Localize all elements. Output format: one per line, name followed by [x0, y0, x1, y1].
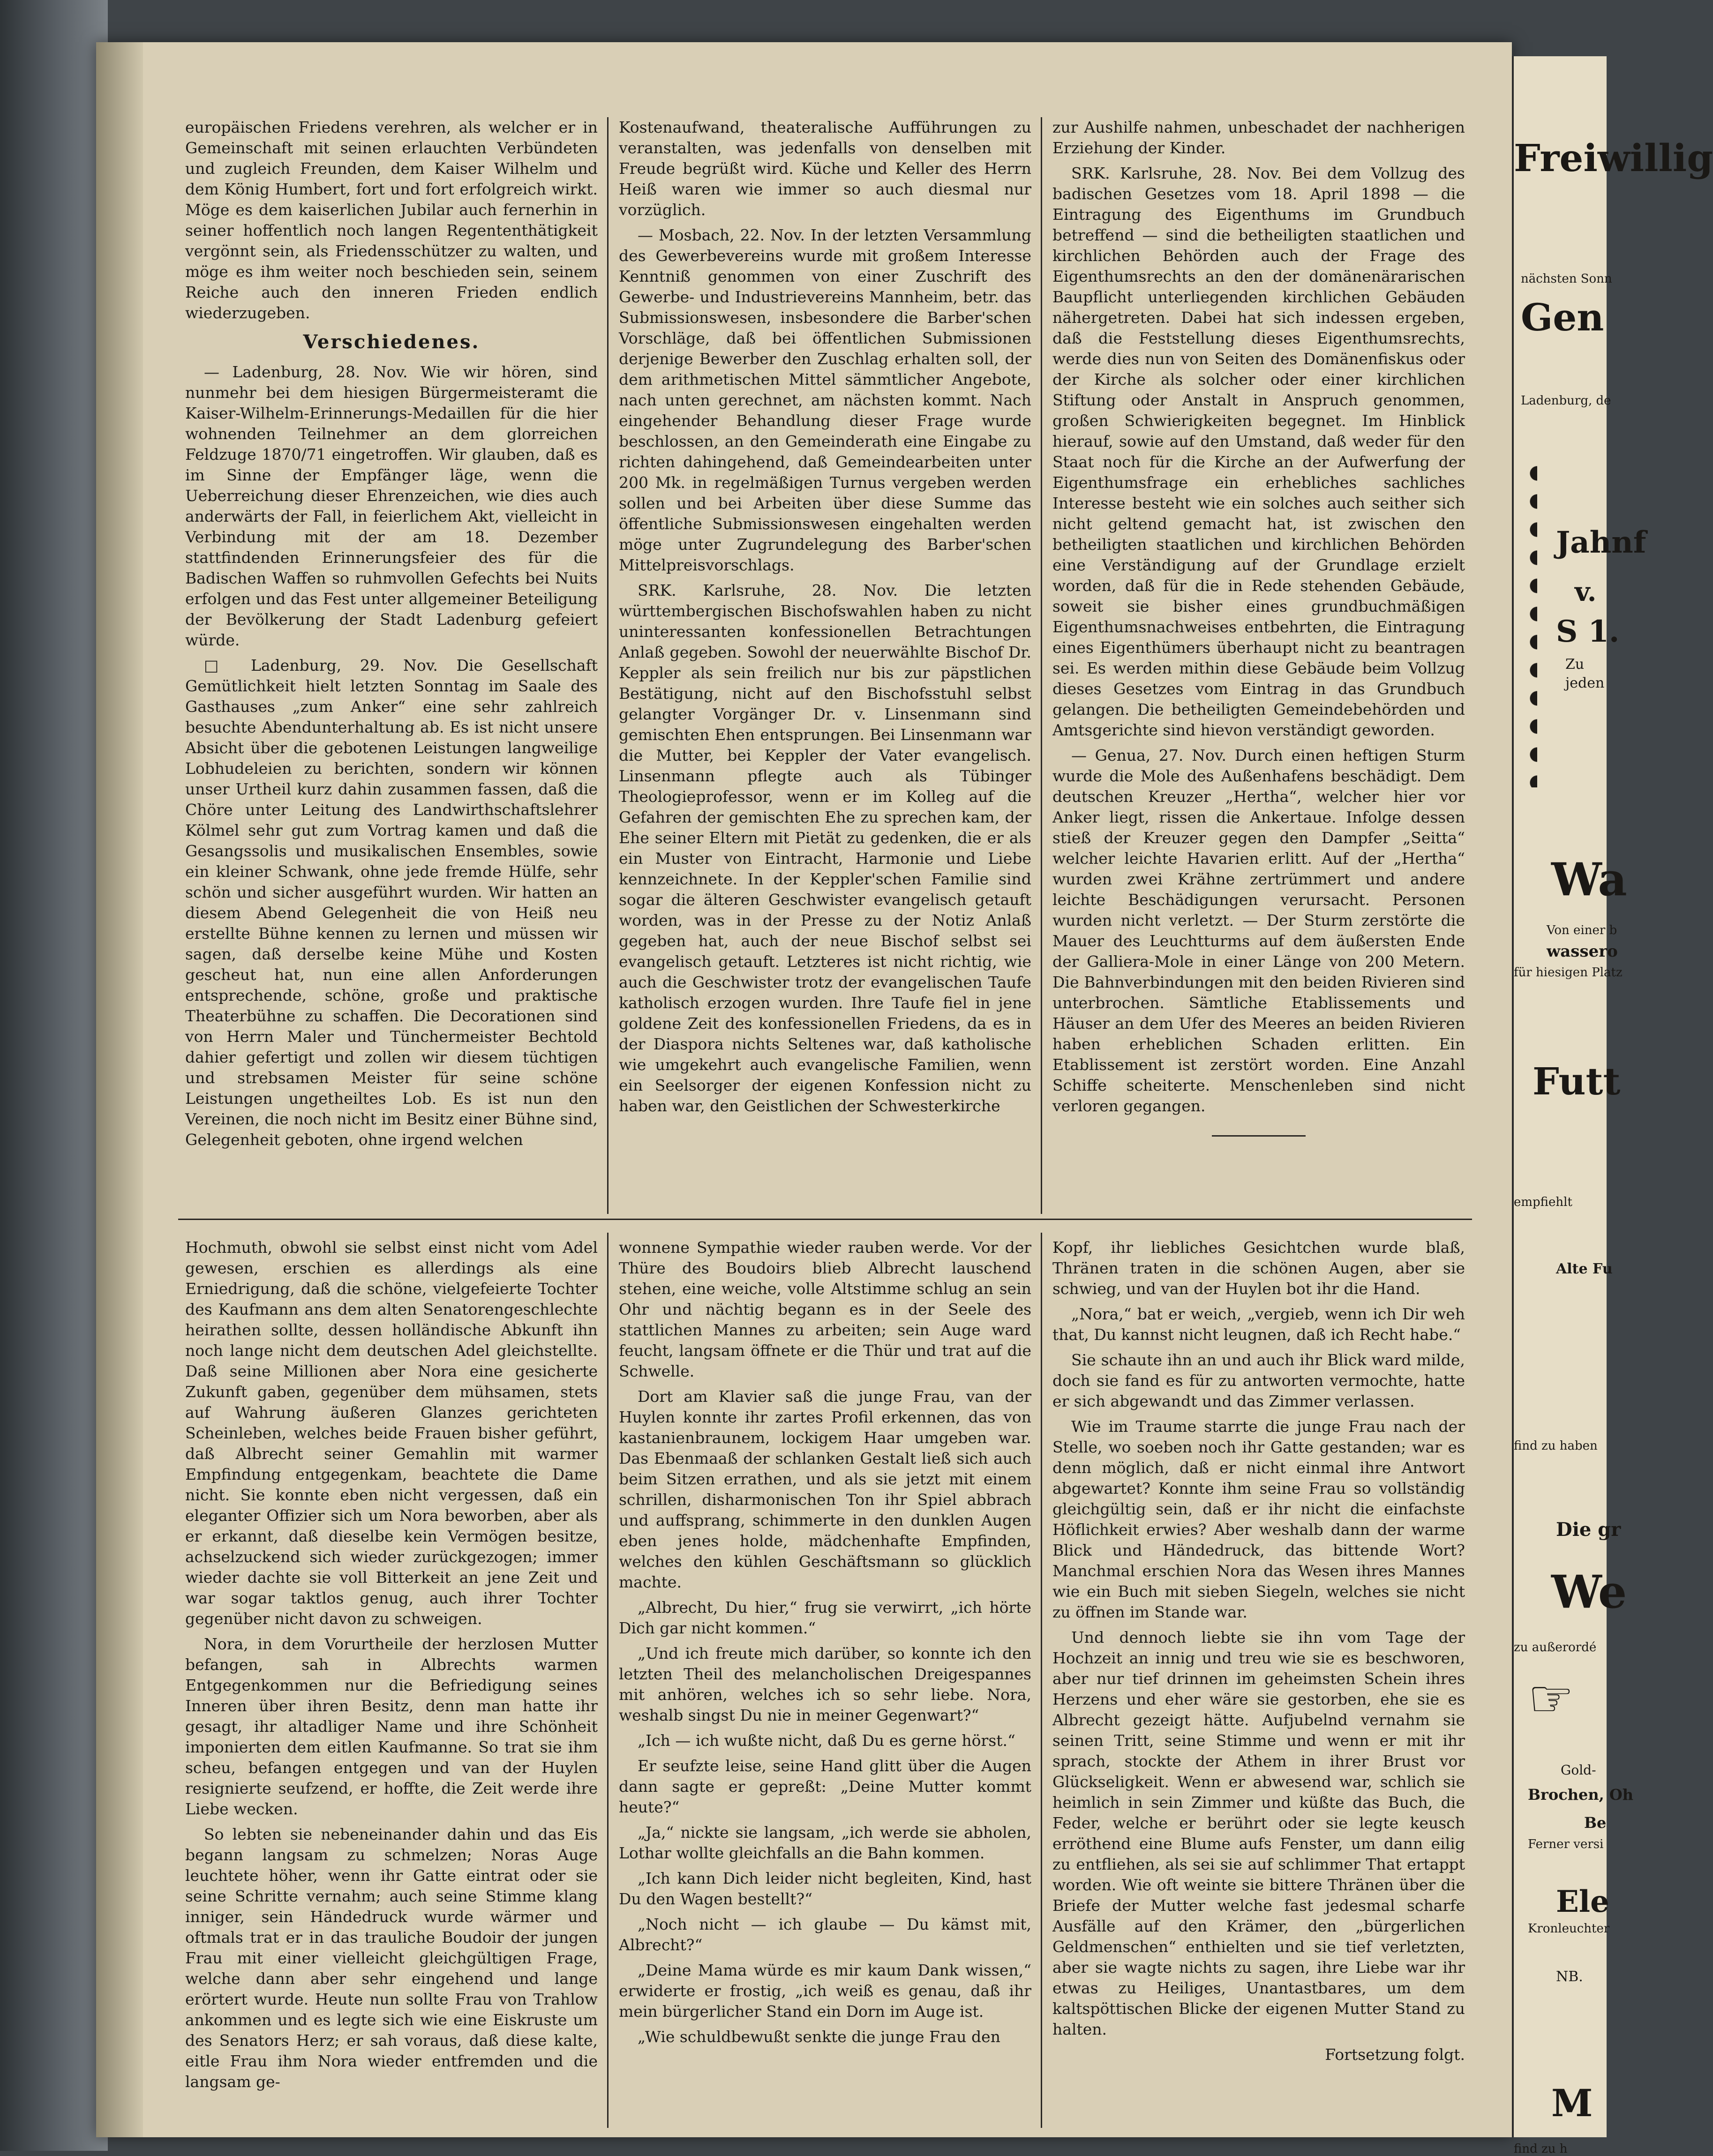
- advert-fragment: jeden: [1565, 675, 1605, 691]
- story-paragraph: wonnene Sympathie wieder rauben werde. Vor der Thüre des Boudoirs blieb Albrecht lauschend stehen, eine weiche, volle Altstimme schlug an sein Ohr und nächtig begann es in der Seele des stattlichen Mannes zu arbeiten; sein Auge ward feucht, langsam öffnete er die Thür und trat auf die Schwelle.: [619, 1238, 1031, 1380]
- advert-fragment: Futt: [1533, 1059, 1621, 1103]
- section-heading: Verschiedenes.: [303, 331, 480, 353]
- story-paragraph: „Nora,“ bat er weich, „vergieb, wenn ich Dir weh that, Du kannst nicht leugnen, daß ich Recht habe.“: [1052, 1305, 1465, 1344]
- column-divider: [1041, 117, 1042, 1214]
- column-divider: [607, 1233, 609, 2128]
- advert-fragment: Die gr: [1556, 1519, 1621, 1541]
- story-paragraph: Sie schaute ihn an und auch ihr Blick ward milde, doch sie fand es für zu antworten vermochte, hatte er sich abgewandt und das Zimmer verlassen.: [1052, 1351, 1465, 1410]
- column-3-lower: [1052, 1237, 1465, 2128]
- advert-fragment: Gold-: [1561, 1762, 1596, 1778]
- advert-fragment: v.: [1575, 576, 1597, 607]
- advert-fragment: Ferner versi: [1528, 1837, 1604, 1851]
- story-paragraph: „Ja,“ nickte sie langsam, „ich werde sie abholen, Lothar wollte gleichfalls an die Bahn kommen.: [619, 1823, 1031, 1862]
- story-paragraph: So lebten sie nebeneinander dahin und das Eis begann langsam zu schmelzen; Noras Auge leuchtete höher, wenn ihr Gatte eintrat oder sie seine Schritte vernahm; auch seine Stimme klang inniger, sein Händedruck wurde wärmer und oftmals trat er in das trauliche Boudoir der jungen Frau mit einer vielleicht gleichgültigen Frage, welche dann aber sehr eingehend und lange erörtert wurde. Heute nun sollte Frau von Trahlow ankommen und es legte sich wie eine Eiskruste um des Senators Herz; er sah voraus, daß diese kalte, eitle Frau ihm Nora wieder entfremden und die langsam ge-: [185, 1825, 598, 2091]
- story-paragraph: Und dennoch liebte sie ihn vom Tage der Hochzeit an innig und treu wie sie es beschworen, aber nur tief drinnen im geheimsten Schein ihres Herzens und eher wäre sie gestorben, ehe sie es Albrecht gezeigt hätte. Aufjubelnd vernahm sie seinen Tritt, seine Stimme und wenn er mit ihr sprach, stockte der Athem in ihrer Brust vor Glückseligkeit. Wenn er abwesend war, schlich sie heimlich in sein Zimmer und küßte das Buch, die Feder, welche er berührt oder sie legte keusch erröthend eine Blume aufs Fenster, um dann eilig zu entfliehen, als sei sie auf schlimmer That ertappt worden. Wie oft weinte sie bittere Thränen über die Briefe der Mutter welche fast jedesmal scharfe Ausfälle auf den Krämer, den „bürgerlichen Geldmenschen“ enthielten und sie tief verletzten, aber sie wagte nichts zu sagen, ihre Liebe war ihr etwas zu Heiliges, Unantastbares, um dem kaltspöttischen Blicke der eigenen Mutter Stand zu halten.: [1052, 1628, 1465, 2038]
- advert-fragment: Ladenburg, de: [1521, 394, 1611, 408]
- story-paragraph: „Deine Mama würde es mir kaum Dank wissen,“ erwiderte er frostig, „ich weiß es genau, daß ihr mein bürgerlicher Stand ein Dorn im Auge ist.: [619, 1961, 1031, 2021]
- story-paragraph: Er seufzte leise, seine Hand glitt über die Augen dann sagte er gepreßt: „Deine Mutter kommt heute?“: [619, 1757, 1031, 1816]
- article-karlsruhe-2: SRK. Karlsruhe, 28. Nov. Bei dem Vollzug des badischen Gesetzes vom 18. April 1898 — die Eintragung des Eigenthums im Grundbuch betreffend — sind die betheiligten staatlichen und kirchlichen Behörden auch der Frage des Eigenthumsrechts an den der domänenärarischen Baupflicht unterliegenden kirchlichen Gebäuden nähergetreten. Dabei hat sich indessen ergeben, daß die Feststellung dieses Eigenthumsrechts, werde dies nun von Seiten des Domänenfiskus oder der Kirche als solcher oder einer kirchlichen Stiftung oder Anstalt in Anspruch genommen, großen Schwierigkeiten begegnet. Im Hinblick hierauf, sowie auf den Umstand, daß weder für den Staat noch für die Kirche an der Aufwerfung der Eigenthumsfrage ein erhebliches sachliches Interesse besteht wie ein solches auch seither sich nicht geltend gemacht hat, ist zwischen den betheiligten staatlichen und kirchlichen Behörden eine Verständigung auf der Grundlage erzielt worden, daß für die in Rede stehenden Gebäude, soweit sie bisher eines grundbuchmäßigen Eigenthumsnachweises entbehrten, die Eintragung eines Eigenthümers überhaupt nicht zu beantragen sei. Es werden mithin diese Gebäude beim Vollzug dieses Gesetzes vom Eintrag in das Grundbuch gelangen. Die betheiligten Gemeindebehörden und Amtsgerichte sind hievon verständigt geworden.: [1052, 164, 1465, 739]
- column-3-upper: [1052, 117, 1465, 1209]
- article-mosbach: — Mosbach, 22. Nov. In der letzten Versammlung des Gewerbevereins wurde mit großem Interesse Kenntniß genommen von einer Zuschrift des Gewerbe- und Industrievereins Mannheim, betr. das Submissionswesen, insbesondere die Barber'schen Vorschläge, daß bei öffentlichen Submissionen derjenige Bewerber den Zuschlag erhalten soll, der dem arithmetischen Mittel sämmtlicher Angebote, nach unten gerechnet, am nächsten kommt. Nach eingehender Behandlung dieser Frage wurde beschlossen, an den Gemeinderath eine Eingabe zu richten dahingehend, daß Gemeindearbeiten unter 200 Mk. in regelmäßigen Turnus vergeben werden sollen und bei Arbeiten über diese Summe das öffentliche Submissionswesen eingehalten werden möge unter Zugrundelegung des Barber'schen Mittelpreisvorschlags.: [619, 226, 1031, 574]
- advert-fragment: M: [1551, 2081, 1593, 2125]
- advert-fragment: Be: [1584, 1814, 1607, 1832]
- story-paragraph: Hochmuth, obwohl sie selbst einst nicht vom Adel gewesen, erschien es allerdings als eine Erniedrigung, daß die schöne, vielgefeierte Tochter des Kaufmann ans dem alten Senatorengeschlechte heirathen sollte, dessen holländische Abkunft ihn noch lange nicht dem deutschen Adel gleichstellte. Daß seine Millionen aber Nora eine gesicherte Zukunft gaben, gegenüber dem mühsamen, stets auf Wahrung äußeren Glanzes gerichteten Scheinleben, welches beide Frauen bisher geführt, daß Albrecht seiner Gemahlin mit warmer Empfindung entgegenkam, beachtete die Dame nicht. Sie konnte eben nicht vergessen, daß ein eleganter Offizier sich um Nora beworben, aber als er erkannt, daß dieselbe kein Vermögen besitze, achselzuckend sich wieder zurückgezogen; immer wieder dachte sie voll Bitterkeit an jene Zeit und war sogar taktlos genug, auch ihrer Tochter gegenüber nicht davon zu schweigen.: [185, 1238, 598, 1628]
- article-ladenburg-2: □ Ladenburg, 29. Nov. Die Gesellschaft Gemütlichkeit hielt letzten Sonntag im Saale des Gasthauses „zum Anker“ eine sehr zahlreich besuchte Abendunterhaltung ab. Es ist nicht unsere Absicht über die gebotenen Leistungen langweilige Lobhudeleien zu berichten, sondern wir können unser Urtheil kurz dahin zusammen fassen, daß die Chöre unter Leitung des Landwirthschaftslehrer Kölmel sehr gut zum Vortrag kamen und daß die Gesangssolis und musikalischen Ensembles, sowie ein kleiner Schwank, ohne jede fremde Hülfe, sehr schön und sicher ausgeführt wurden. Wir hatten an diesem Abend Gelegenheit die von Heiß neu erstellte Bühne kennen zu lernen und müssen wir sagen, daß derselbe keine Mühe und Kosten gescheut hat, nun eine allen Anforderungen entsprechende, schöne, große und praktische Theaterbühne zu schaffen. Die Decorationen sind von Herrn Maler und Tünchermeister Bechtold dahier gefertigt und zollen wir diesem tüchtigen und strebsamen Meister für seine schöne Leistungen ungetheiltes Lob. Es ist nun den Vereinen, die noch nicht im Besitz einer Bühne sind, Gelegenheit geboten, ohne irgend welchen: [185, 656, 598, 1149]
- story-paragraph: „Ich — ich wußte nicht, daß Du es gerne hörst.“: [638, 1731, 1015, 1750]
- story-paragraph: Dort am Klavier saß die junge Frau, van der Huylen konnte ihr zartes Profil erkennen, das von kastanienbraunem, lockigem Haar umgeben war. Das Ebenmaaß der schlanken Gestalt ließ sich auch beim Sitzen errathen, und als sie jetzt mit einem schrillen, disharmonischen Ton ihr Spiel abbrach und auffsprang, schimmerte in den dunklen Augen eben jenes holde, mädchenhafte Empfinden, welches den kühlen Geschäftsmann so glücklich machte.: [619, 1387, 1031, 1591]
- column-1-lower: [185, 1237, 598, 2128]
- advert-fragment: Freiwillig: [1514, 136, 1713, 180]
- advert-fragment: Zu: [1565, 656, 1585, 673]
- column-divider: [1041, 1233, 1042, 2128]
- advert-fragment: Kronleuchter: [1528, 1922, 1610, 1936]
- article-karlsruhe-1: SRK. Karlsruhe, 28. Nov. Die letzten württembergischen Bischofswahlen haben zu nicht uninteressanten konfessionellen Betrachtungen Anlaß gegeben. Sowohl der neuerwählte Bischof Dr. Keppler als sein freilich nur bis zur päpstlichen Bestätigung, nicht auf den Bischofsstuhl selbst gelangter Vorgänger Dr. v. Linsenmann sind gemischten Ehen entsprungen. Bei Linsenmann war die Mutter, bei Keppler der Vater evangelisch. Linsenmann pflegte auch als Tübinger Theologieprofessor, wenn er im Kolleg auf die Gefahren der gemischten Ehe zu sprechen kam, der Ehe seiner Eltern mit Pietät zu gedenken, die er als ein Muster von Eintracht, Harmonie und Liebe kennzeichnete. In der Keppler'schen Familie sind sogar die älteren Geschwister evangelisch getauft worden, was in der Presse zu der Notiz Anlaß gegeben hat, auch der neue Bischof selbst sei evangelisch getauft. Letzteres ist nicht richtig, wie auch die Geschwister trotz der evangelischen Taufe katholisch erzogen wurden. Ihre Taufe fiel in jene goldene Zeit des konfessionellen Friedens, da es in der Diaspora nichts Seltenes war, daß katholische wie umgekehrt auch evangelische Familien, wenn ein Seelsorger der eigenen Konfession nicht zu haben war, den Geistlichen der Schwesterkirche: [619, 581, 1031, 1115]
- advert-fragment: find zu haben: [1514, 1439, 1598, 1453]
- story-paragraph: „Albrecht, Du hier,“ frug sie verwirrt, „ich hörte Dich gar nicht kommen.“: [619, 1598, 1031, 1637]
- story-paragraph: „Ich kann Dich leider nicht begleiten, Kind, hast Du den Wagen bestellt?“: [619, 1869, 1031, 1908]
- advert-fragment: S 1.: [1556, 614, 1620, 649]
- column-divider: [607, 117, 609, 1214]
- advert-fragment: nächsten Sonn: [1521, 272, 1612, 286]
- advert-fragment: für hiesigen Platz: [1514, 966, 1623, 980]
- story-paragraph: Kopf, ihr liebliches Gesichtchen wurde blaß, Thränen traten in die schönen Augen, aber sie schwieg, und van der Huylen bot ihr die Hand.: [1052, 1238, 1465, 1298]
- advert-fragment: Jahnf: [1556, 525, 1646, 560]
- story-paragraph: „Noch nicht — ich glaube — Du kämst mit, Albrecht?“: [619, 1915, 1031, 1954]
- column-2-upper: [619, 117, 1031, 1209]
- story-paragraph: Wie im Traume starrte die junge Frau nach der Stelle, wo soeben noch ihr Gatte gestanden; war es denn möglich, daß er nicht einmal ihre Antwort abgewartet? Konnte ihm seine Frau so vollständig gleichgültig sein, daß er ihr nicht die einfachste Höflichkeit erwies? Aber weshalb dann der warme Blick und Händedruck, das bittende Wort? Manchmal erschien Nora das Wesen ihres Mannes wie ein Buch mit sieben Siegeln, welches sie nicht zu öffnen im Stande war.: [1052, 1417, 1465, 1621]
- book-binding: [0, 0, 108, 2151]
- continuation-note: Fortsetzung folgt.: [1325, 2045, 1465, 2064]
- advert-fragment: NB.: [1556, 1969, 1583, 1985]
- advert-fragment: Ele: [1556, 1884, 1609, 1919]
- pointing-hand-icon: ☞: [1528, 1669, 1574, 1729]
- page-edge-shadow: [96, 42, 143, 2137]
- advert-fragment: Brochen, Oh: [1528, 1786, 1634, 1804]
- advert-fragment: Von einer b: [1547, 923, 1617, 937]
- story-paragraph: Nora, in dem Vorurtheile der herzlosen Mutter befangen, sah in Albrechts warmen Entgegenkommen nur die Befriedigung seines Inneren über ihren Besitz, denn man hatte ihr gesagt, ihr altadliger Name und ihre Schönheit imponierten dem eitlen Kaufmanne. So trat sie ihm scheu, befangen entgegen und van der Huylen resignierte seufzend, er hoffte, die Zeit werde ihre Liebe wecken.: [185, 1635, 598, 1818]
- section-divider: [178, 1219, 1472, 1220]
- advert-fragment: empfiehlt: [1514, 1195, 1572, 1209]
- column-2-lower: [619, 1237, 1031, 2128]
- advert-fragment: We: [1551, 1565, 1627, 1618]
- article-genua: — Genua, 27. Nov. Durch einen heftigen Sturm wurde die Mole des Außenhafens beschädigt. Dem deutschen Kreuzer „Hertha“, welcher hier vor Anker liegt, rissen die Ankertaue. Infolge dessen stieß der Kreuzer gegen den Dampfer „Seitta“ welcher leichte Havarien erlitt. Auf der „Hertha“ wurden zwei Krähne zertrümmert und andere leichte Beschädigungen verursacht. Personen wurden nicht verletzt. — Der Sturm zerstörte die Mauer des Leuchtturms auf dem äußersten Ende der Galliera-Mole in einer Länge von 200 Metern. Die Bahnverbindungen mit den beiden Rivieren sind unterbrochen. Sämtliche Etablissements und Häuser an dem Ufer des Meeres an beiden Rivieren haben erheblichen Schaden erlitten. Ein Etablissement ist zerstört worden. Eine Anzahl Schiffe scheiterte. Menschenleben sind nicht verloren gegangen.: [1052, 746, 1465, 1115]
- article-end-rule: [1212, 1135, 1306, 1137]
- advert-fragment: Alte Fu: [1556, 1261, 1613, 1277]
- advert-fragment: wassero: [1547, 942, 1618, 961]
- article-intro: europäischen Friedens verehren, als welcher er in Gemeinschaft mit seinen erlauchten Verbündeten und zugleich Freunden, dem Kaiser Wilhelm und dem König Humbert, fort und fort erfolgreich wirkt. Möge es dem kaiserlichen Jubilar auch fernerhin in seiner hoffentlich noch langen Regententhätigkeit vergönnt sein, als Friedensschützer zu walten, und möge es ihm weiter noch beschieden sein, seinem Reiche auch den inneren Frieden endlich wiederzugeben.: [185, 118, 598, 322]
- ornament-border: [1523, 459, 1537, 787]
- article-continued: zur Aushilfe nahmen, unbeschadet der nachherigen Erziehung der Kinder.: [1052, 118, 1465, 157]
- column-1-upper: [185, 117, 598, 1209]
- advert-fragment: find zu h: [1514, 2142, 1568, 2156]
- advert-fragment: Gen: [1521, 295, 1604, 339]
- advert-fragment: Wa: [1551, 853, 1627, 906]
- story-paragraph: „Wie schuldbewußt senkte die junge Frau den: [638, 2028, 1000, 2046]
- article-ladenburg-1: — Ladenburg, 28. Nov. Wie wir hören, sind nunmehr bei dem hiesigen Bürgermeisteramt die Kaiser-Wilhelm-Erinnerungs-Medaillen für die hier wohnenden Teilnehmer an dem glorreichen Feldzuge 1870/71 eingetroffen. Wir glauben, daß es im Sinne der Empfänger läge, wenn die Ueberreichung dieser Ehrenzeichen, wie dies auch anderwärts der Fall, in feierlichem Akt, vielleicht in Verbindung mit der am 18. Dezember stattfindenden Erinnerungsfeier des für die Badischen Waffen so ruhmvollen Gefechts bei Nuits erfolgen und das Fest unter allgemeiner Beteiligung der Bevölkerung der Stadt Ladenburg gefeiert würde.: [185, 363, 598, 649]
- adjacent-page-adverts: [1512, 56, 1713, 2156]
- advert-fragment: zu außerordé: [1514, 1640, 1597, 1654]
- story-paragraph: „Und ich freute mich darüber, so konnte ich den letzten Theil des melancholischen Dreigespannes mit anhören, welches ich so sehr liebe. Nora, weshalb singst Du nie in meiner Gegenwart?“: [619, 1644, 1031, 1724]
- article-continued: Kostenaufwand, theateralische Aufführungen zu veranstalten, was jedenfalls von denselben mit Freude begrüßt wird. Küche und Keller des Herrn Heiß waren wie immer so auch diesmal nur vorzüglich.: [619, 118, 1031, 219]
